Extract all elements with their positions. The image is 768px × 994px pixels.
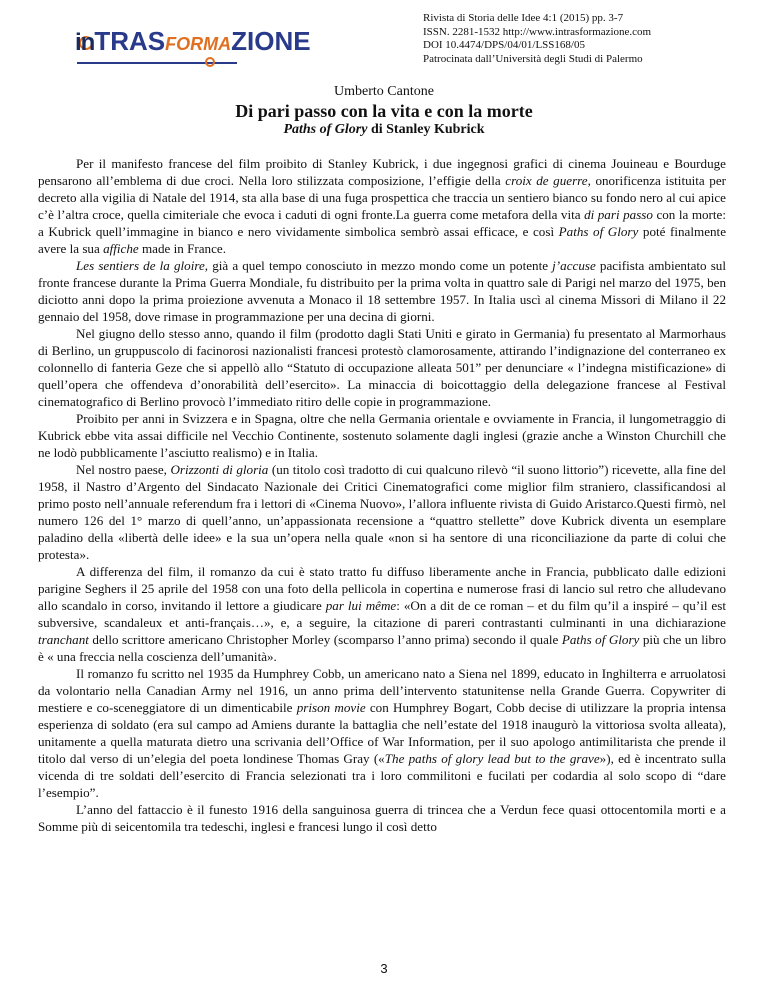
article-title: Di pari passo con la vita e con la morte — [235, 101, 533, 121]
paragraph-text: , onorificenza istituita per decreto alla vigilia di Natale del 1914, sta alla base di una fuga prospettica che traccia un sentiero bianco su fondo nero al cui apice c’è l’altra croce, quella cimiteriale che evoca i caduti di ogni fronte.La guerra come metafora della vita — [38, 173, 726, 222]
article-body — [38, 155, 726, 835]
paragraph-text: made in France. — [138, 241, 226, 256]
subtitle-rest: di Stanley Kubrick — [367, 122, 485, 137]
body-paragraph — [38, 461, 726, 563]
body-paragraph — [38, 563, 726, 665]
paragraph-text: con la morte: a Kubrick quell’immagine in bianco e nero vividamente simbolica sembrò assai efficace, e così — [38, 207, 727, 239]
paragraph-text: più che un libro è « una freccia nella coscienza dell’umanità». — [38, 632, 726, 664]
paragraph-text: dello scrittore americano Christopher Morley (scomparso l’anno prima) secondo il quale — [88, 632, 562, 647]
logo-part-forma: FORMA — [165, 34, 232, 54]
paragraph-text: »), ed è incentrato sulla vicenda di tre soldati dell’esercito di Francia selezionati tra i loro commilitoni e fucilati per codardia al solo scopo di “dare l’esempio”. — [38, 751, 726, 800]
article-subtitle — [0, 122, 768, 138]
paragraph-text: Per il manifesto francese del film proibito di Stanley Kubrick, i due ingegnosi grafici di cinema Jouineau e Bourduge pensarono all’emblema di due croci. Nella loro stilizzata composizione, l’effigie della — [38, 156, 726, 188]
paragraph-text: poté finalmente avere la sua — [38, 224, 726, 256]
subtitle-film-title: Paths of Glory — [283, 122, 368, 137]
journal-citation: Rivista di Storia delle Idee 4:1 (2015) pp. 3-7 — [423, 12, 624, 24]
paragraph-text: L’anno del fattaccio è il funesto 1916 della sanguinosa guerra di trincea che a Verdun fece quasi ottocentomila morti e a Somme più di seicentomila tra tedeschi, inglesi e francesi lungo il così detto — [38, 802, 726, 834]
italic-text: croix de guerre — [505, 173, 588, 188]
italic-text: di pari passo — [584, 207, 653, 222]
italic-text: Paths of Glory — [558, 224, 639, 239]
article-author: Umberto Cantone — [334, 84, 434, 99]
paragraph-text: (un titolo così tradotto di cui qualcuno rilevò “il suono littorio”) ricevette, alla fine del 1958, il Nastro d’Argento del Sindacato Nazionale dei Critici Cinematografici come miglior film straniero, classificandosi al primo posto nell’annuale referendum fra i lettori di «Cinema Nuovo», l’allora influente rivista di Guido Aristarco.Questi firmò, nel numero 126 del 1° marzo di quell’anno, un’appassionata recensione a “quattro stellette” dove Kubrick diventa un esemplare paladino della «libertà delle idee» e la sua un’opera nella quale «non si ha sentore di una riconciliazione da parte di colui che protesta». — [38, 462, 727, 562]
paragraph-text: con Humphrey Bogart, Cobb decise di utilizzare la propria intensa esperienza di soldato (era sul campo ad Amiens durante la battaglia che nell’estate del 1918 inaugurò la vittoriosa svolta alleata), unitamente a quella maturata dietro una scrivania dell’Office of War Information, per il suo apologo antimilitarista che prende il titolo dal verso di un’elegia del poeta londinese Thomas Gray (« — [38, 700, 726, 766]
italic-text: Paths of Glory — [561, 632, 640, 647]
logo-part-in: in — [75, 29, 95, 56]
logo-part-tras: TRAS — [94, 26, 166, 56]
paragraph-text: Il romanzo fu scritto nel 1935 da Humphrey Cobb, un americano nato a Siena nel 1899, educato in Inghilterra e arruolatosi da volontario nella Canadian Army nel 1916, un anno prima dell’intervento statunitense nella Grande Guerra. Copywriter di mestiere e co-sceneggiatore di un dimenticabile — [38, 666, 726, 715]
body-paragraph — [38, 325, 726, 410]
italic-text: par lui même — [325, 598, 397, 613]
italic-text: The paths of glory lead but to the grave — [384, 751, 600, 766]
italic-text: tranchant — [38, 632, 89, 647]
paragraph-text: Proibito per anni in Svizzera e in Spagna, oltre che nella Germania orientale e ovviamente in Francia, il lungometraggio di Kubrick ebbe vita assai difficile nel Vecchio Continente, sostenuto solamente dagli inglesi (grazie anche a Winston Churchill che ne lodò pubblicamente l’asciutto realismo) e in Italia. — [38, 411, 726, 460]
italic-text: Orizzonti di gloria — [170, 462, 269, 477]
body-paragraph — [38, 801, 726, 835]
italic-text: affiche — [103, 241, 139, 256]
logo-dot-decoration — [205, 57, 215, 67]
paragraph-text: A differenza del film, il romanzo da cui è stato tratto fu diffuso liberamente anche in Francia, pubblicato dalle edizioni parigine Seghers il 25 aprile del 1958 con una foto della pellicola in copertina e numerose frasi di lancio sul retro che alludevano allo scandalo in corso, invitando il lettore a giudicare — [38, 564, 726, 613]
paragraph-text: : «On a dit de ce roman – et du film qu’il a inspiré – qu’il est subversive, scandaleux et anti-français…», e, a seguire, la citazione di pareri contrastanti culminanti in una dichiarazione — [38, 598, 726, 630]
journal-info — [423, 12, 651, 66]
paragraph-text: Nel nostro paese, — [76, 462, 171, 477]
paragraph-text: pacifista ambientato sul fronte francese durante la Prima Guerra Mondiale, fu distribuito per la prima volta in quattro sale di Parigi nel marzo del 1975, ben diciotto anni dopo la prima proiezione avvenuta a Monaco il 18 settembre 1957. In Italia uscì al cinema Missori di Milano il 22 gennaio del 1958, dove rimase in programmazione per una decina di giorni. — [38, 258, 726, 324]
journal-issn: ISSN. 2281-1532 http://www.intrasformazione.com — [423, 25, 652, 38]
journal-doi: DOI 10.4474/DPS/04/01/LSS168/05 — [423, 39, 585, 51]
body-paragraph — [38, 257, 726, 325]
italic-text: j’accuse — [552, 258, 596, 273]
logo-part-zione: ZIONE — [231, 26, 311, 56]
journal-logo — [75, 26, 311, 74]
logo-text — [75, 26, 311, 57]
body-paragraph — [38, 665, 726, 801]
body-paragraph — [38, 155, 726, 257]
paragraph-text: già a quel tempo conosciuto in mezzo mondo come un potente — [208, 258, 553, 273]
journal-patronage: Patrocinata dall’Università degli Studi di Palermo — [423, 52, 643, 65]
paragraph-text: Nel giugno dello stesso anno, quando il film (prodotto dagli Stati Uniti e girato in Germania) fu presentato al Marmorhaus di Berlino, un gruppuscolo di facinorosi nazionalisti francesi protestò clamorosamente, attirando l’indignazione del conterraneo ex colonnello di fanteria Geze che si appellò allo “Statuto di occupazione alleata 501” per denunciare « l’indegna mistificazione» di quell’opera che offendeva d’onorabilità dell’esercito». La minaccia di boicottaggio della delegazione francese al Festival cinematografico di Berlino provocò l’immediato ritiro delle copie in programmazione. — [38, 326, 726, 409]
italic-text: prison movie — [296, 700, 366, 715]
body-paragraph — [38, 410, 726, 461]
page-number: 3 — [380, 961, 388, 976]
italic-text: Les sentiers de la gloire, — [76, 258, 209, 273]
